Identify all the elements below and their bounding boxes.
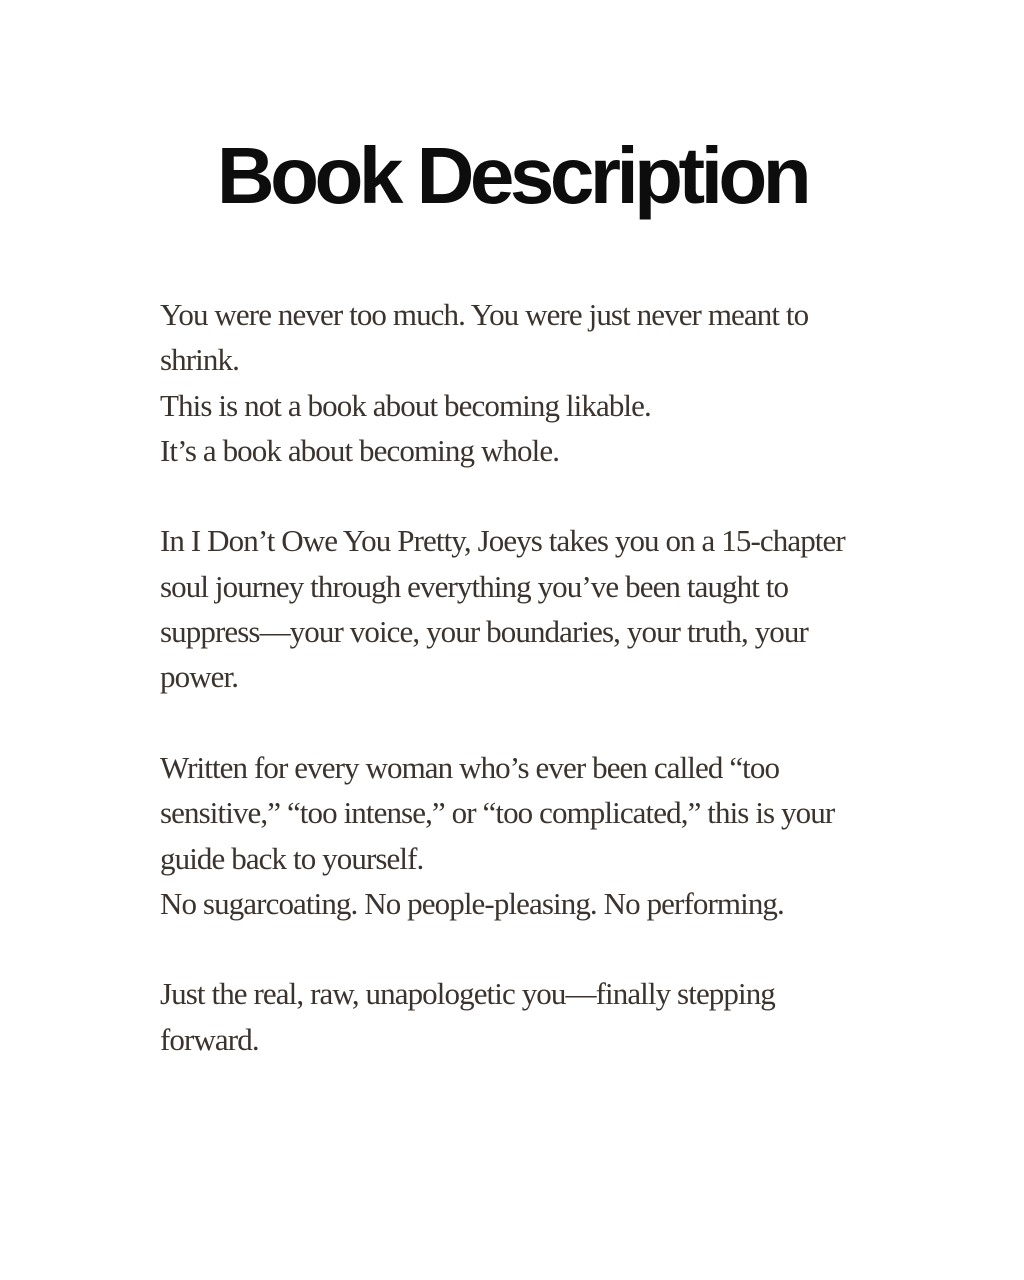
paragraph-intro — [160, 292, 900, 473]
paragraph-audience — [160, 745, 900, 926]
text-line: guide back to yourself. — [160, 840, 424, 876]
text-line: forward. — [160, 1021, 259, 1057]
text-line: This is not a book about becoming likable. — [160, 387, 651, 423]
text-line: sensitive,” “too intense,” or “too complicated,” this is your — [160, 795, 835, 831]
text-line: power. — [160, 659, 239, 695]
text-line: soul journey through everything you’ve been taught to — [160, 568, 789, 604]
text-line: It’s a book about becoming whole. — [160, 432, 560, 468]
page-title: Book Description — [216, 131, 808, 220]
description-body — [160, 292, 900, 1062]
text-line: shrink. — [160, 342, 239, 378]
text-line: No sugarcoating. No people-pleasing. No performing. — [160, 885, 784, 921]
text-line: In I Don’t Owe You Pretty, Joeys takes you on a 15-chapter — [160, 523, 845, 559]
paragraph-journey — [160, 518, 900, 699]
text-line: Written for every woman who’s ever been called “too — [160, 749, 780, 785]
text-line: Just the real, raw, unapologetic you—finally stepping — [160, 976, 775, 1012]
paragraph-closing — [160, 971, 900, 1062]
text-line: You were never too much. You were just never meant to — [160, 297, 809, 332]
text-line: suppress—your voice, your boundaries, your truth, your — [160, 614, 808, 650]
